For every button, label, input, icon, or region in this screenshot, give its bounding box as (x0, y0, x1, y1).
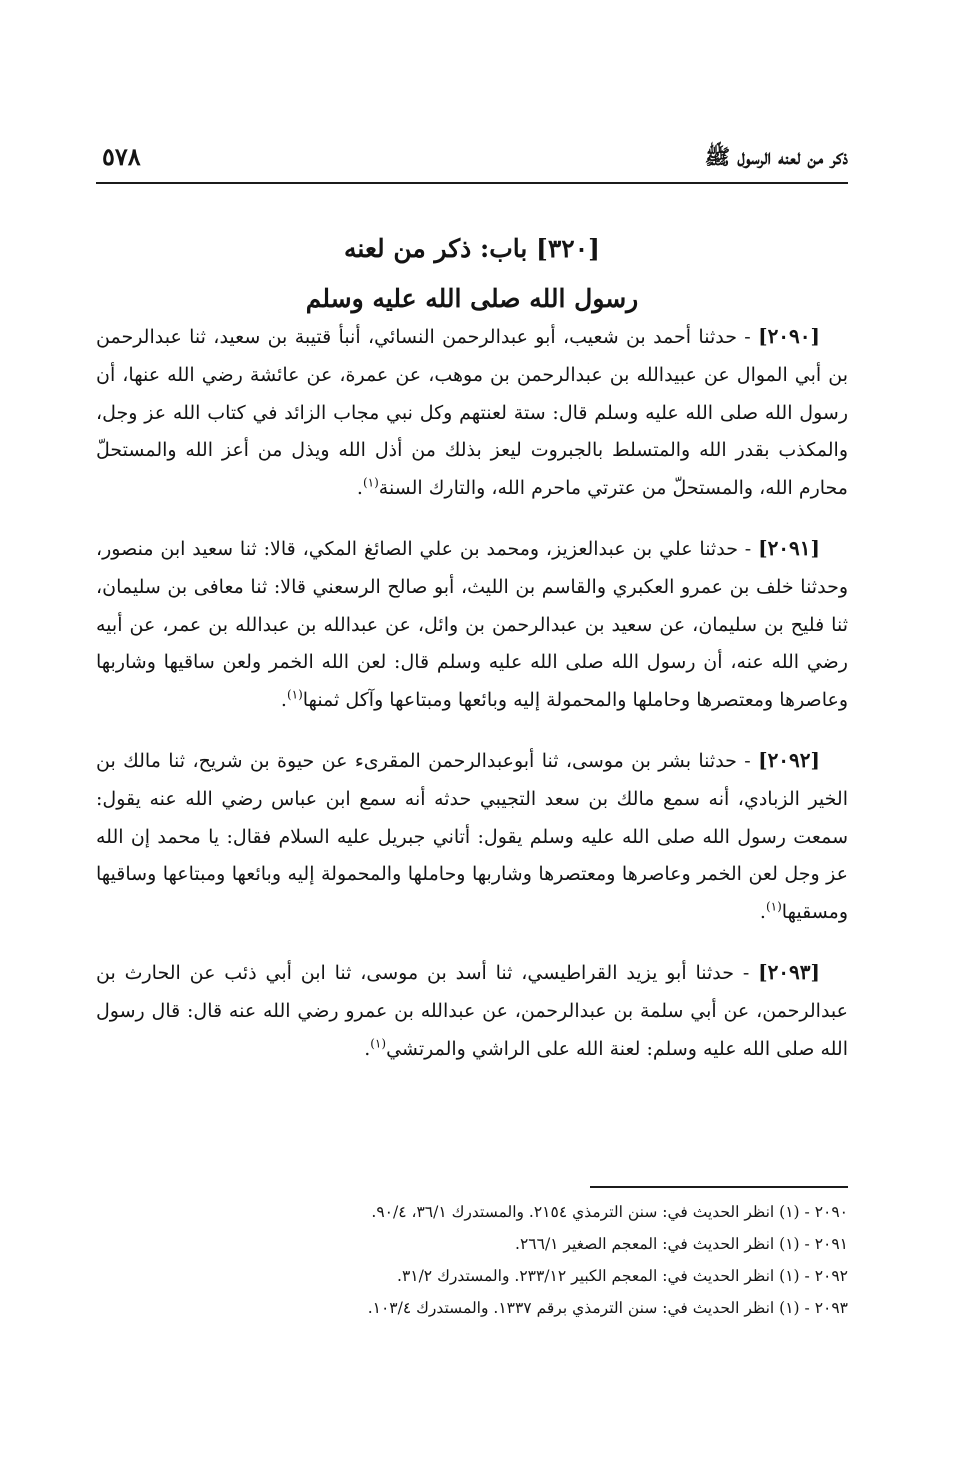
chapter-heading (96, 224, 848, 324)
hadith-number: [٢٠٩١] (758, 535, 820, 560)
chapter-title-line-2: رسول الله صلى الله عليه وسلم (305, 284, 639, 313)
hadith-text: - حدثنا بشر بن موسى، ثنا أبوعبدالرحمن المقرىء عن حيوة بن شريح، ثنا مالك بن الخير الزبادي، أنه سمع مالك بن سعد التجيبي حدثه أنه سمع ابن عباس رضي الله عنه يقول: سمعت رسول الله صلى الله عليه وسلم يقول: أتاني جبريل عليه السلام فقال: يا محمد إن الله عز وجل لعن الخمر وعاصرها ومعتصرها وشاربها وحاملها والمحمولة إليه وبائعها ومبتاعها وساقيها ومسقيها (96, 749, 848, 924)
hadith-2093: [٢٠٩٣] - حدثنا أبو يزيد القراطيسي، ثنا أسد بن موسى، ثنا ابن أبي ذئب عن الحارث بن عبدالرحمن، عن أبي سلمة بن عبدالرحمن، عن عبدالله بن عمرو رضي الله عنه قال: قال رسول الله صلى الله عليه وسلم: لعنة الله على الراشي والمرتشي$^{(١)}$. (96, 959, 848, 1060)
footnote-marker: (١) (362, 475, 379, 490)
hadith-number: [٢٠٩٢] (758, 747, 820, 772)
running-header (96, 142, 848, 184)
hadith-text: - حدثنا علي بن عبدالعزيز، ومحمد بن علي الصائغ المكي، قالا: ثنا سعيد ابن منصور، وحدثنا خلف بن عمرو العكبري والقاسم بن الليث، أبو صالح الرسعني قالا: ثنا معافى بن سليمان، ثنا فليح بن سليمان، عن سعيد بن عبدالرحمن بن وائل، عن عبدالله بن عبدالله بن عمر، عن أبيه رضي الله عنه، أن رسول الله صلى الله عليه وسلم قال: لعن الله الخمر ولعن ساقيها وشاربها وعاصرها ومعتصرها وحاملها والمحمولة إليه وبائعها ومبتاعها وآكل ثمنها (96, 537, 848, 712)
hadith-text: - حدثنا أبو يزيد القراطيسي، ثنا أسد بن موسى، ثنا ابن أبي ذئب عن الحارث بن عبدالرحمن، عن أبي سلمة بن عبدالرحمن، عن عبدالله بن عمرو رضي الله عنه قال: قال رسول الله صلى الله عليه وسلم: لعنة الله على الراشي والمرتشي (96, 961, 848, 1060)
footnote-marker: (١) (765, 899, 782, 914)
hadith-number: [٢٠٩٠] (758, 324, 820, 348)
hadith-2091: [٢٠٩١] - حدثنا علي بن عبدالعزيز، ومحمد بن علي الصائغ المكي، قالا: ثنا سعيد ابن منصور، وحدثنا خلف بن عمرو العكبري والقاسم بن الليث، أبو صالح الرسعني قالا: ثنا معافى بن سليمان، ثنا فليح بن سليمان، عن سعيد بن عبدالرحمن بن وائل، عن عبدالله بن عبدالله بن عمر، عن أبيه رضي الله عنه، أن رسول الله صلى الله عليه وسلم قال: لعن الله الخمر ولعن ساقيها وشاربها وعاصرها ومعتصرها وحاملها والمحمولة إليه وبائعها ومبتاعها وآكل ثمنها$^{(١)}$. (96, 535, 848, 712)
hadith-text: - حدثنا أحمد بن شعيب، أبو عبدالرحمن النسائي، أنبأ قتيبة بن سعيد، ثنا عبدالرحمن بن أبي الموال عن عبيدالله بن عبدالرحمن بن موهب، عن عمرة، عن عائشة رضي الله عنها، أن رسول الله صلى الله عليه وسلم قال: ستة لعنتهم وكل نبي مجاب الزائد في كتاب الله عز وجل، والمكذب بقدر الله والمتسلط بالجبروت ليعز بذلك من أذل الله ويذل من أعز الله والمستحلّ محارم الله، والمستحلّ من عترتي ماحرم الله، والتارك السنة (96, 326, 848, 500)
footnotes (96, 1196, 848, 1324)
hadith-list (96, 318, 848, 1090)
footnote-marker: (١) (286, 687, 303, 702)
hadith-2092: [٢٠٩٢] - حدثنا بشر بن موسى، ثنا أبوعبدالرحمن المقرىء عن حيوة بن شريح، ثنا مالك بن الخير الزبادي، أنه سمع مالك بن سعد التجيبي حدثه أنه سمع ابن عباس رضي الله عنه يقول: سمعت رسول الله صلى الله عليه وسلم يقول: أتاني جبريل عليه السلام فقال: يا محمد إن الله عز وجل لعن الخمر وعاصرها ومعتصرها وشاربها وحاملها والمحمولة إليه وبائعها ومبتاعها وساقيها ومسقيها$^{(١)}$. (96, 747, 848, 924)
page-number: ٥٧٨ (102, 142, 141, 171)
footnote-2090: ٢٠٩٠ - (١) انظر الحديث في: سنن الترمذي ٢١٥٤. والمستدرك ٣٦/١، ٩٠/٤. (371, 1203, 848, 1221)
hadith-number: [٢٠٩٣] (758, 959, 820, 984)
running-title: ذكر من لعنه الرسول ﷺ (704, 144, 848, 169)
footnote-marker: (١) (370, 1036, 387, 1051)
chapter-title-line-1: [٣٢٠] باب: ذكر من لعنه (344, 234, 600, 263)
footnote-2092: ٢٠٩٢ - (١) انظر الحديث في: المعجم الكبير ٢٣٣/١٢. والمستدرك ٣١/٢. (397, 1267, 848, 1285)
hadith-2090: [٢٠٩٠] - حدثنا أحمد بن شعيب، أبو عبدالرحمن النسائي، أنبأ قتيبة بن سعيد، ثنا عبدالرحمن بن أبي الموال عن عبيدالله بن عبدالرحمن بن موهب، عن عمرة، عن عائشة رضي الله عنها، أن رسول الله صلى الله عليه وسلم قال: ستة لعنتهم وكل نبي مجاب الزائد في كتاب الله عز وجل، والمكذب بقدر الله والمتسلط بالجبروت ليعز بذلك من أذل الله ويذل من أعز الله والمستحلّ محارم الله، والمستحلّ من عترتي ماحرم الله، والتارك السنة$^{(١)}$. (96, 324, 848, 500)
footnote-2091: ٢٠٩١ - (١) انظر الحديث في: المعجم الصغير ٢٦٦/١. (515, 1235, 848, 1253)
footnote-2093: ٢٠٩٣ - (١) انظر الحديث في: سنن الترمذي برقم ١٣٣٧. والمستدرك ١٠٣/٤. (367, 1299, 848, 1317)
footnote-separator (590, 1186, 848, 1188)
